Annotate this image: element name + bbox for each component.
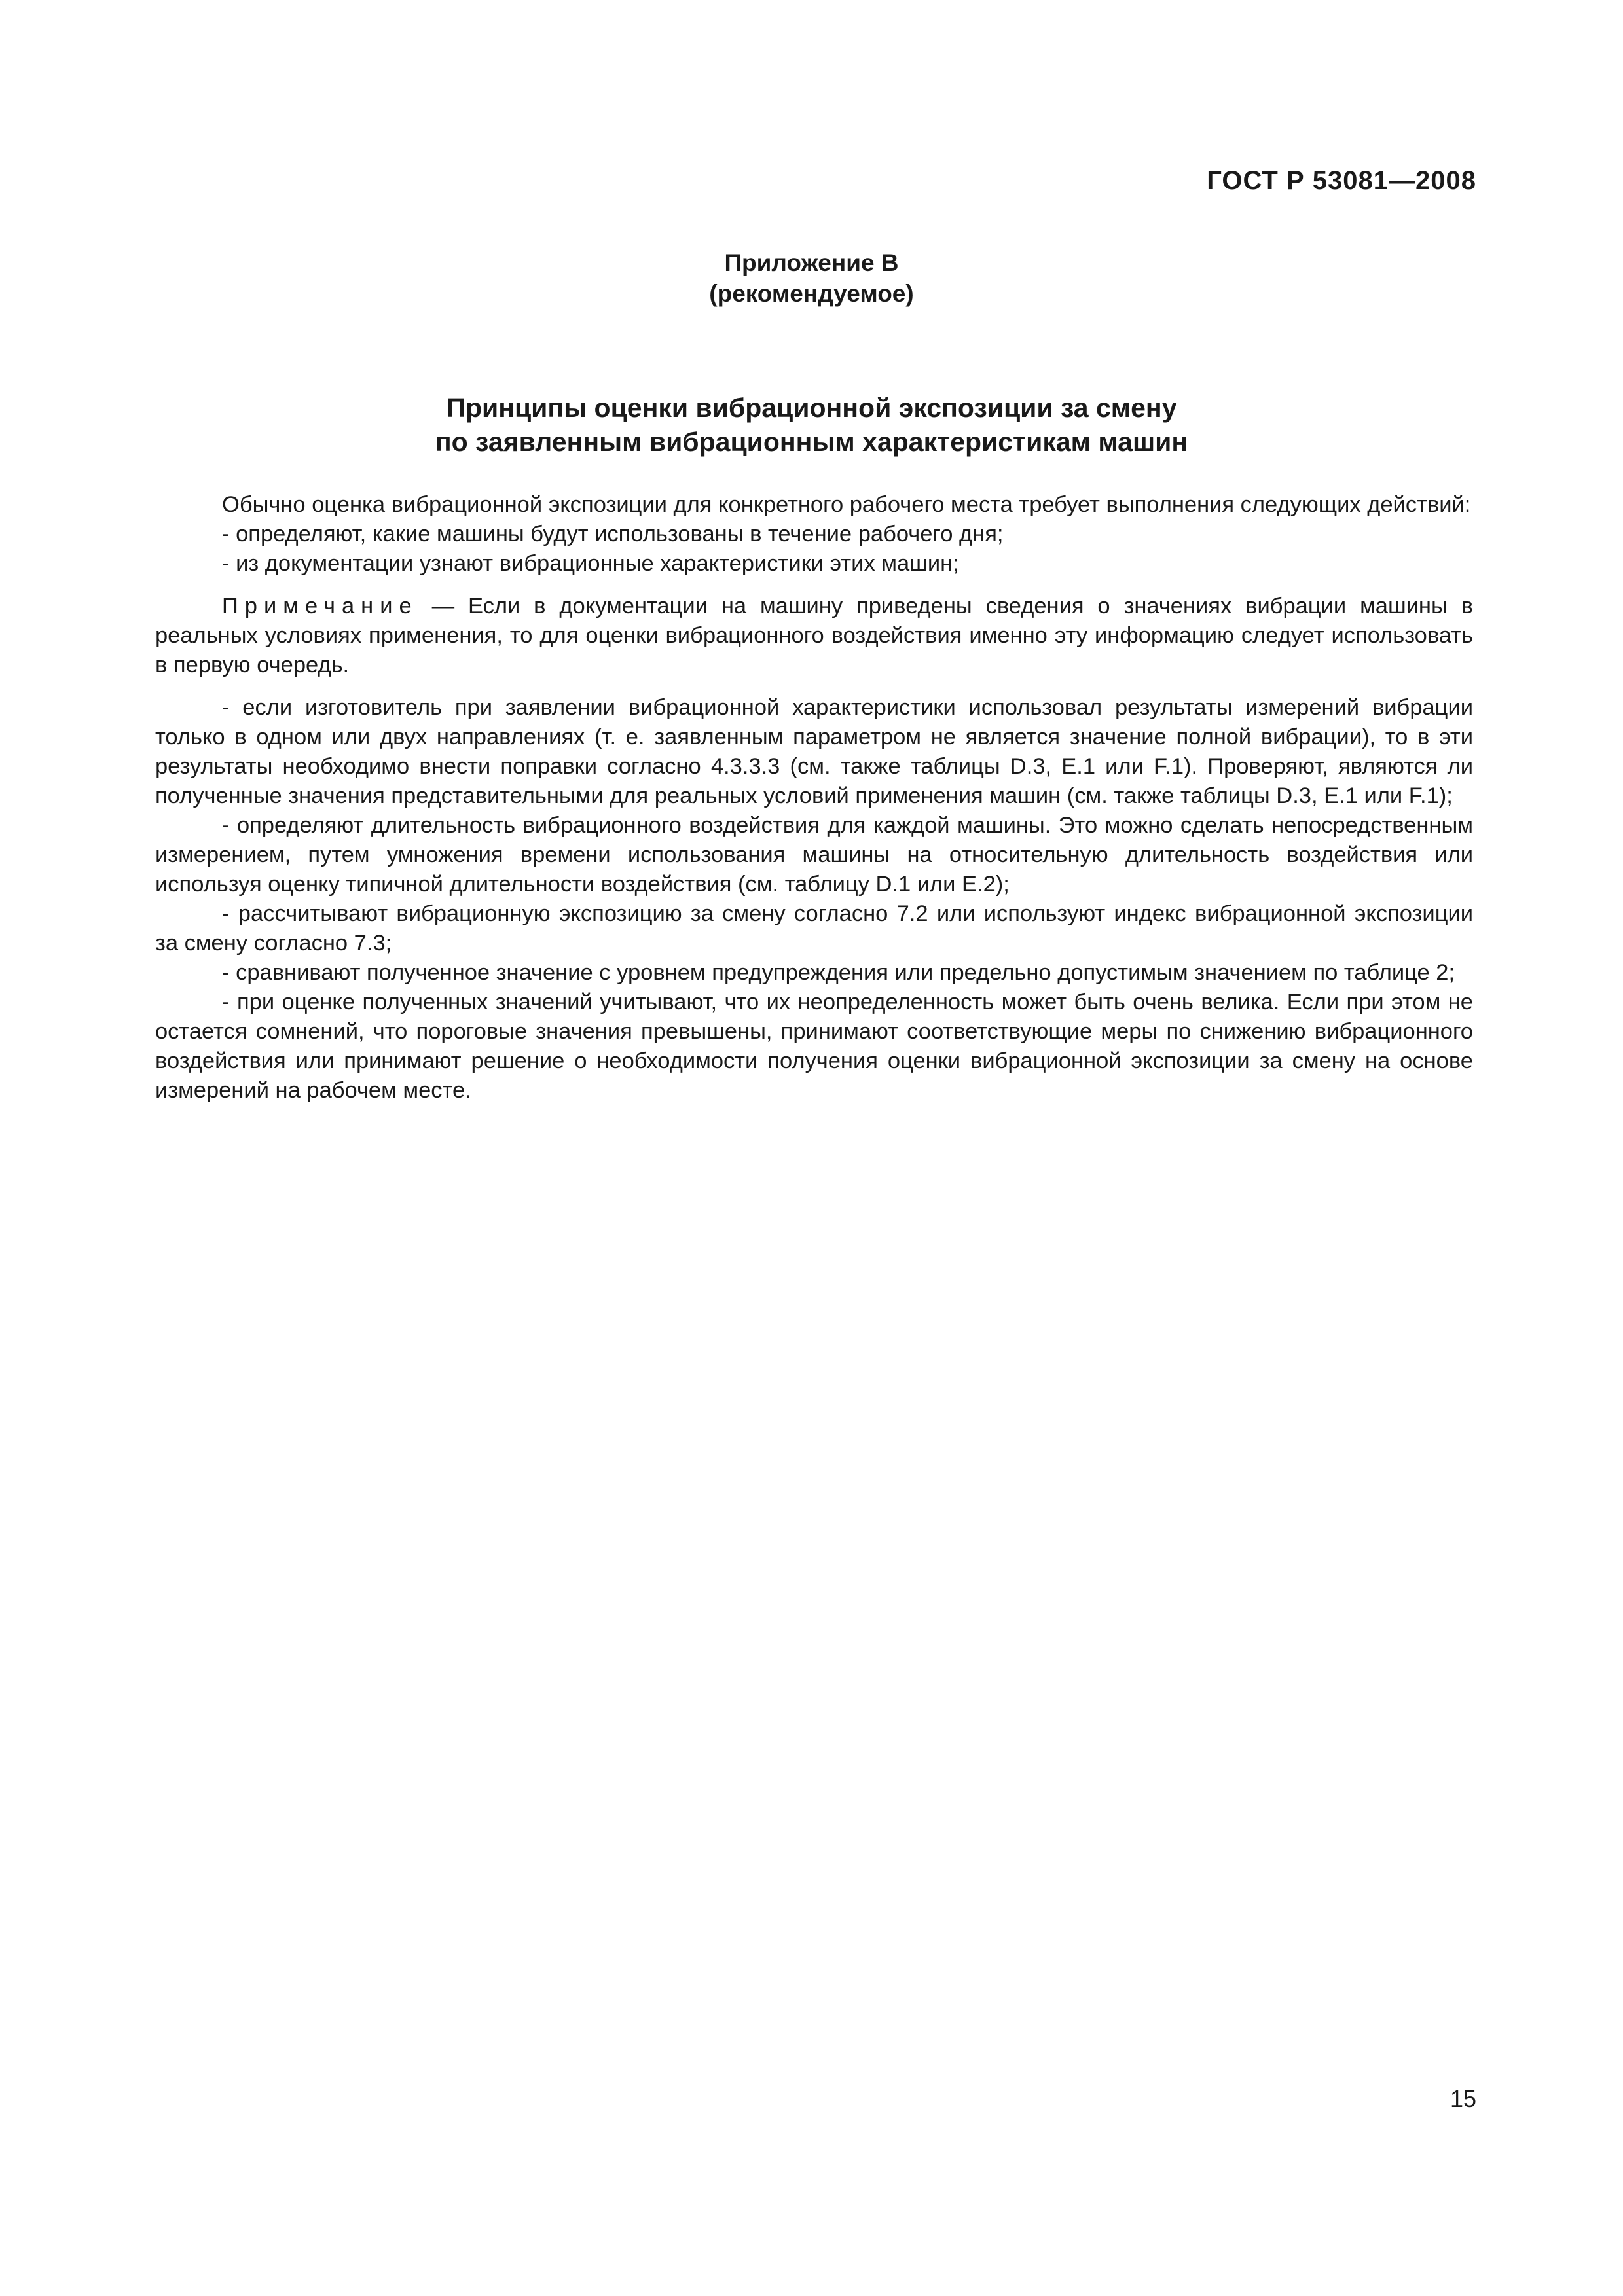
note-text: — Если в документации на машину приведены сведения о значениях вибрации машины в реальных условиях применения, то для оценки вибрационного воздействия именно эту информацию следует использовать в первую очередь. (155, 594, 1473, 677)
step-paragraph: - при оценке полученных значений учитывают, что их неопределенность может быть очень велика. Если при этом не остается сомнений, что пороговые значения превышены, принимают соответствующие меры по снижению вибрационного воздействия или принимают решение о необходимости получения оценки вибрационной экспозиции за смену на основе измерений на рабочем месте. (155, 990, 1473, 1103)
body-text (155, 490, 1473, 1105)
annex-status: (рекомендуемое) (709, 280, 914, 307)
standard-code: ГОСТ Р 53081—2008 (1207, 166, 1476, 195)
step-paragraph: - сравнивают полученное значение с уровнем предупреждения или предельно допустимым значением по таблице 2; (222, 960, 1455, 985)
step-paragraph: - определяют, какие машины будут использованы в течение рабочего дня; (222, 522, 1004, 547)
note-paragraph (155, 592, 1473, 680)
step-paragraph: - если изготовитель при заявлении вибрационной характеристики использовал результаты измерений вибрации только в одном или двух направлениях (т. е. заявленным параметром не является значение полной вибрации), то в эти результаты необходимо внести поправки согласно 4.3.3.3 (см. также таблицы D.3, E.1 или F.1). Проверяют, являются ли полученные значения представительными для реальных условий применения машин (см. также таблицы D.3, E.1 или F.1); (155, 695, 1473, 808)
step-paragraph: - рассчитывают вибрационную экспозицию за смену согласно 7.2 или используют индекс вибрационной экспозиции за смену согласно 7.3; (155, 901, 1473, 956)
annex-heading (0, 247, 1623, 309)
annex-title (0, 391, 1623, 459)
annex-title-line-2: по заявленным вибрационным характеристикам машин (435, 427, 1188, 457)
note-label: Примечание (222, 594, 418, 619)
annex-label: Приложение В (724, 249, 899, 276)
intro-paragraph: Обычно оценка вибрационной экспозиции для конкретного рабочего места требует выполнения следующих действий: (222, 492, 1471, 517)
page-number: 15 (1450, 2085, 1476, 2112)
step-paragraph: - из документации узнают вибрационные характеристики этих машин; (222, 551, 959, 576)
step-paragraph: - определяют длительность вибрационного воздействия для каждой машины. Это можно сделать непосредственным измерением, путем умножения времени использования машины на относительную длительность воздействия или используя оценку типичной длительности воздействия (см. таблицу D.1 или E.2); (155, 813, 1473, 897)
annex-title-line-1: Принципы оценки вибрационной экспозиции за смену (446, 393, 1177, 423)
